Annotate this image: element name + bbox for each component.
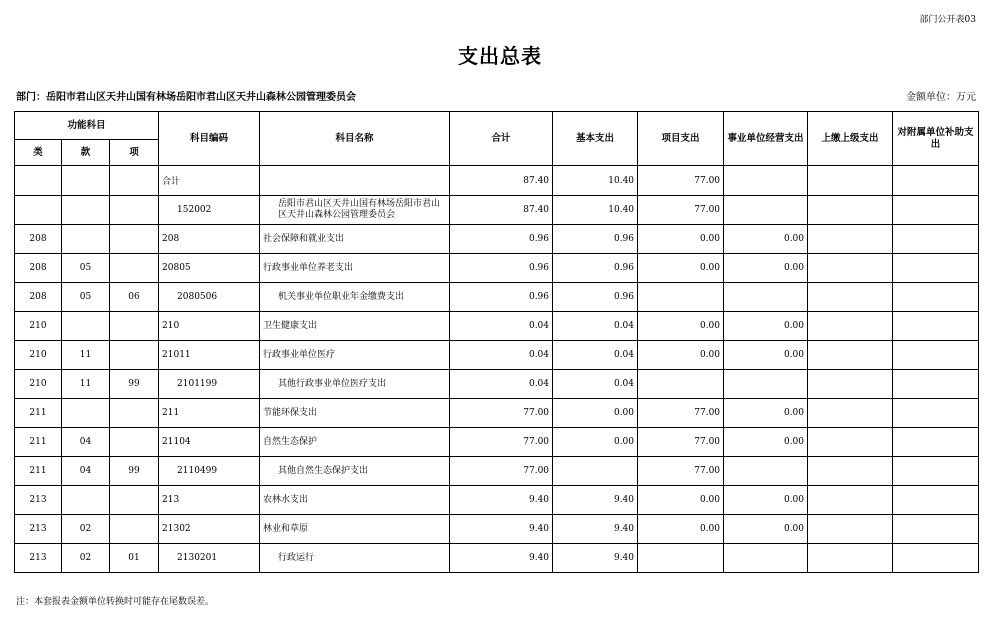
table-row	[15, 196, 979, 225]
table-row	[15, 399, 979, 428]
cell-code: 2110499	[159, 457, 260, 486]
amount-unit-label: 金额单位：万元	[906, 92, 976, 103]
cell-name: 林业和草原	[260, 515, 450, 544]
cell-lei	[15, 166, 62, 196]
cell-business: 0.00	[724, 225, 808, 254]
cell-kuan	[62, 196, 110, 225]
cell-superior	[808, 399, 893, 428]
department-label: 部门：岳阳市君山区天井山国有林场岳阳市君山区天井山森林公园管理委员会	[16, 92, 356, 103]
cell-name: 卫生健康支出	[260, 312, 450, 341]
cell-project: 0.00	[638, 312, 724, 341]
cell-basic: 0.04	[553, 370, 638, 399]
cell-xiang	[110, 486, 159, 515]
cell-basic: 9.40	[553, 486, 638, 515]
cell-code: 213	[159, 486, 260, 515]
header-lei: 类	[15, 140, 62, 166]
cell-project: 77.00	[638, 399, 724, 428]
table-row	[15, 166, 979, 196]
cell-business	[724, 196, 808, 225]
cell-subsidiary	[893, 225, 979, 254]
table-row	[15, 457, 979, 486]
table-row	[15, 515, 979, 544]
cell-basic: 10.40	[553, 166, 638, 196]
cell-subsidiary	[893, 544, 979, 573]
cell-total: 9.40	[450, 544, 553, 573]
cell-lei: 213	[15, 515, 62, 544]
cell-code: 21104	[159, 428, 260, 457]
cell-total: 0.96	[450, 225, 553, 254]
cell-code: 2101199	[159, 370, 260, 399]
cell-code: 211	[159, 399, 260, 428]
cell-xiang: 06	[110, 283, 159, 312]
cell-kuan: 02	[62, 544, 110, 573]
cell-total: 77.00	[450, 457, 553, 486]
cell-code: 210	[159, 312, 260, 341]
cell-subsidiary	[893, 166, 979, 196]
table-row	[15, 254, 979, 283]
cell-subsidiary	[893, 254, 979, 283]
cell-kuan	[62, 166, 110, 196]
header-xiang: 项	[110, 140, 159, 166]
cell-total: 0.96	[450, 283, 553, 312]
cell-name: 行政运行	[260, 544, 450, 573]
cell-subsidiary	[893, 370, 979, 399]
cell-kuan	[62, 312, 110, 341]
cell-project: 0.00	[638, 341, 724, 370]
cell-name: 行政事业单位养老支出	[260, 254, 450, 283]
table-row	[15, 312, 979, 341]
cell-total: 0.04	[450, 370, 553, 399]
cell-total: 9.40	[450, 515, 553, 544]
cell-project: 0.00	[638, 225, 724, 254]
cell-xiang: 01	[110, 544, 159, 573]
cell-business	[724, 166, 808, 196]
cell-superior	[808, 457, 893, 486]
cell-xiang	[110, 312, 159, 341]
table-header	[15, 112, 979, 166]
cell-basic: 0.96	[553, 283, 638, 312]
page-title: 支出总表	[458, 44, 542, 68]
cell-subsidiary	[893, 341, 979, 370]
cell-code: 152002	[159, 196, 260, 225]
cell-superior	[808, 544, 893, 573]
cell-total: 0.96	[450, 254, 553, 283]
cell-subsidiary	[893, 428, 979, 457]
cell-business: 0.00	[724, 312, 808, 341]
cell-basic: 0.04	[553, 312, 638, 341]
cell-name: 行政事业单位医疗	[260, 341, 450, 370]
cell-total: 9.40	[450, 486, 553, 515]
cell-xiang	[110, 341, 159, 370]
table-row	[15, 283, 979, 312]
cell-total: 0.04	[450, 341, 553, 370]
cell-kuan	[62, 399, 110, 428]
header-kuan: 款	[62, 140, 110, 166]
cell-business	[724, 457, 808, 486]
cell-name: 节能环保支出	[260, 399, 450, 428]
cell-project: 0.00	[638, 515, 724, 544]
cell-subsidiary	[893, 399, 979, 428]
cell-lei: 208	[15, 254, 62, 283]
cell-kuan: 04	[62, 428, 110, 457]
cell-kuan: 02	[62, 515, 110, 544]
cell-business	[724, 370, 808, 399]
cell-name: 机关事业单位职业年金缴费支出	[260, 283, 450, 312]
cell-superior	[808, 166, 893, 196]
cell-xiang	[110, 196, 159, 225]
cell-superior	[808, 486, 893, 515]
table-row	[15, 341, 979, 370]
cell-total: 0.04	[450, 312, 553, 341]
cell-lei: 211	[15, 457, 62, 486]
cell-subsidiary	[893, 283, 979, 312]
cell-project: 77.00	[638, 457, 724, 486]
cell-subsidiary	[893, 457, 979, 486]
cell-superior	[808, 196, 893, 225]
cell-business: 0.00	[724, 515, 808, 544]
cell-code: 2080506	[159, 283, 260, 312]
cell-lei: 210	[15, 312, 62, 341]
cell-project	[638, 370, 724, 399]
cell-project: 0.00	[638, 486, 724, 515]
cell-basic: 0.96	[553, 254, 638, 283]
cell-total: 77.00	[450, 428, 553, 457]
header-business: 事业单位经营支出	[724, 112, 808, 166]
cell-project	[638, 283, 724, 312]
header-basic: 基本支出	[553, 112, 638, 166]
cell-business	[724, 283, 808, 312]
cell-basic: 0.04	[553, 341, 638, 370]
cell-basic: 10.40	[553, 196, 638, 225]
cell-lei: 213	[15, 486, 62, 515]
cell-business	[724, 544, 808, 573]
cell-lei: 211	[15, 428, 62, 457]
cell-name: 农林水支出	[260, 486, 450, 515]
cell-superior	[808, 312, 893, 341]
cell-total: 87.40	[450, 166, 553, 196]
cell-kuan: 05	[62, 283, 110, 312]
cell-name: 岳阳市君山区天井山国有林场岳阳市君山区天井山森林公园管理委员会	[260, 196, 450, 225]
cell-project: 77.00	[638, 196, 724, 225]
table-row	[15, 370, 979, 399]
cell-lei	[15, 196, 62, 225]
cell-superior	[808, 225, 893, 254]
cell-project	[638, 544, 724, 573]
cell-code: 21011	[159, 341, 260, 370]
cell-xiang	[110, 225, 159, 254]
cell-name: 其他自然生态保护支出	[260, 457, 450, 486]
table-body	[15, 166, 979, 573]
cell-code: 208	[159, 225, 260, 254]
cell-xiang	[110, 254, 159, 283]
cell-business: 0.00	[724, 341, 808, 370]
cell-business: 0.00	[724, 486, 808, 515]
cell-subsidiary	[893, 312, 979, 341]
cell-basic: 9.40	[553, 544, 638, 573]
cell-project: 77.00	[638, 166, 724, 196]
cell-code: 20805	[159, 254, 260, 283]
header-code: 科目编码	[159, 112, 260, 166]
cell-business: 0.00	[724, 428, 808, 457]
cell-kuan	[62, 225, 110, 254]
cell-basic: 9.40	[553, 515, 638, 544]
cell-project: 77.00	[638, 428, 724, 457]
cell-xiang	[110, 428, 159, 457]
cell-xiang	[110, 515, 159, 544]
cell-superior	[808, 254, 893, 283]
cell-xiang	[110, 399, 159, 428]
cell-name	[260, 166, 450, 196]
expenditure-table	[14, 111, 979, 573]
cell-lei: 210	[15, 341, 62, 370]
form-code: 部门公开表03	[919, 15, 976, 25]
cell-superior	[808, 370, 893, 399]
cell-total: 77.00	[450, 399, 553, 428]
cell-kuan: 11	[62, 370, 110, 399]
table-row	[15, 428, 979, 457]
header-name: 科目名称	[260, 112, 450, 166]
cell-xiang	[110, 166, 159, 196]
cell-xiang: 99	[110, 370, 159, 399]
cell-subsidiary	[893, 486, 979, 515]
header-superior: 上缴上级支出	[808, 112, 893, 166]
table-row	[15, 225, 979, 254]
header-total: 合计	[450, 112, 553, 166]
cell-subsidiary	[893, 196, 979, 225]
cell-basic	[553, 457, 638, 486]
cell-basic: 0.96	[553, 225, 638, 254]
cell-name: 其他行政事业单位医疗支出	[260, 370, 450, 399]
cell-kuan	[62, 486, 110, 515]
cell-lei: 211	[15, 399, 62, 428]
cell-lei: 210	[15, 370, 62, 399]
cell-name: 社会保障和就业支出	[260, 225, 450, 254]
cell-superior	[808, 283, 893, 312]
cell-superior	[808, 428, 893, 457]
header-subsidiary: 对附属单位补助支出	[893, 112, 979, 166]
cell-superior	[808, 515, 893, 544]
footnote: 注：本套报表金额单位转换时可能存在尾数误差。	[16, 597, 215, 607]
cell-xiang: 99	[110, 457, 159, 486]
cell-project: 0.00	[638, 254, 724, 283]
cell-code: 21302	[159, 515, 260, 544]
header-project: 项目支出	[638, 112, 724, 166]
cell-basic: 0.00	[553, 428, 638, 457]
table-row	[15, 486, 979, 515]
cell-business: 0.00	[724, 254, 808, 283]
table-row	[15, 544, 979, 573]
cell-basic: 0.00	[553, 399, 638, 428]
cell-kuan: 05	[62, 254, 110, 283]
cell-lei: 213	[15, 544, 62, 573]
cell-total: 87.40	[450, 196, 553, 225]
header-function-subject: 功能科目	[15, 112, 159, 140]
cell-lei: 208	[15, 283, 62, 312]
cell-name: 自然生态保护	[260, 428, 450, 457]
cell-code: 2130201	[159, 544, 260, 573]
cell-lei: 208	[15, 225, 62, 254]
cell-business: 0.00	[724, 399, 808, 428]
cell-code: 合计	[159, 166, 260, 196]
cell-kuan: 04	[62, 457, 110, 486]
cell-superior	[808, 341, 893, 370]
cell-subsidiary	[893, 515, 979, 544]
cell-kuan: 11	[62, 341, 110, 370]
